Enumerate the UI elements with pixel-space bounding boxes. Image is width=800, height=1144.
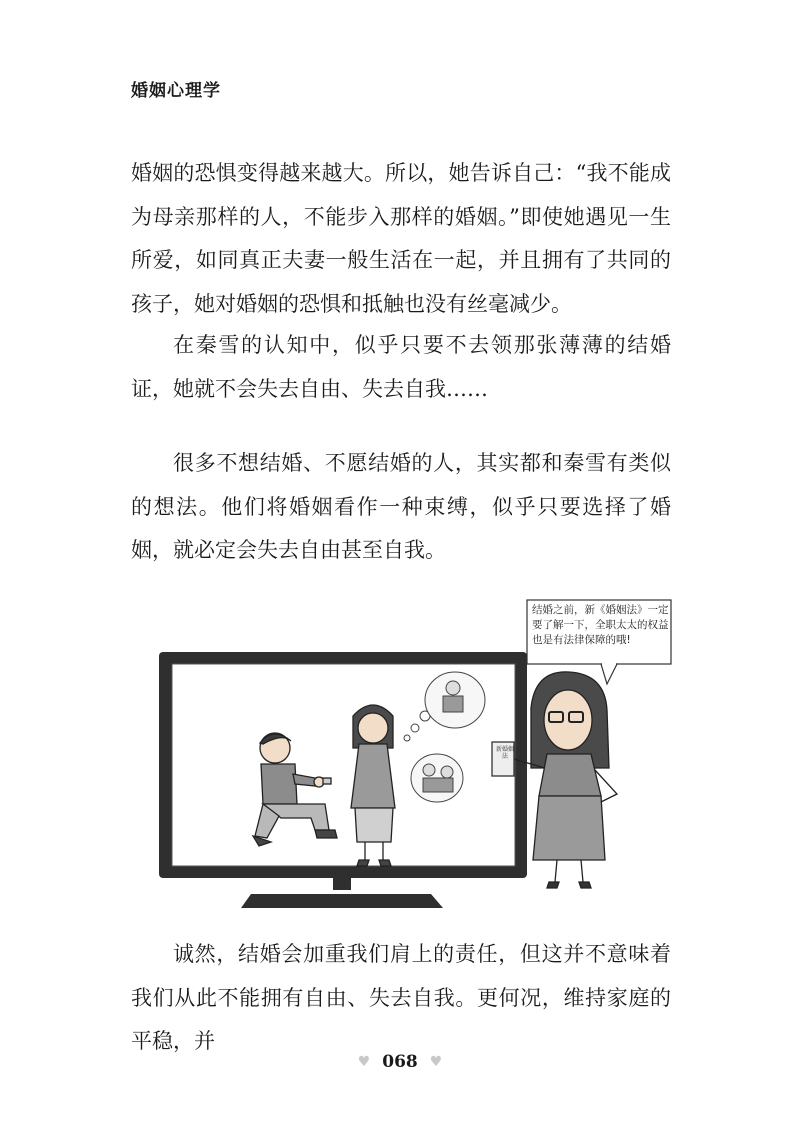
speech-bubble-text: 结婚之前，新《婚姻法》一定要了解一下，全职太太的权益也是有法律保障的哦! [532,604,669,646]
heart-icon: ♥ [429,1054,443,1070]
heart-icon: ♥ [357,1054,371,1070]
page-footer [0,1052,800,1072]
paragraph-3: 很多不想结婚、不愿结婚的人，其实都和秦雪有类似的想法。他们将婚姻看作一种束缚，似乎只要选择了婚姻，就必定会失去自由甚至自我。 [131,451,671,562]
paragraph-1: 婚姻的恐惧变得越来越大。所以，她告诉自己：“我不能成为母亲那样的人，不能步入那样的婚姻。”即使她遇见一生所爱，如同真正夫妻一般生活在一起，并且拥有了共同的孩子，她对婚姻的恐惧和抵触也没有丝毫减少。 [131,161,671,316]
book-label: 新婚姻法 [495,746,514,760]
worried-woman-figure [351,705,395,866]
page-number: 068 [382,1052,418,1072]
running-header: 婚姻心理学 [131,81,221,101]
paragraph-4: 诚然，结婚会加重我们肩上的责任，但这并不意味着我们从此不能拥有自由、失去自我。更何况，维持家庭的平稳，并 [131,942,671,1053]
paragraph-2: 在秦雪的认知中，似乎只要不去领那张薄薄的结婚证，她就不会失去自由、失去自我…… [131,333,671,401]
